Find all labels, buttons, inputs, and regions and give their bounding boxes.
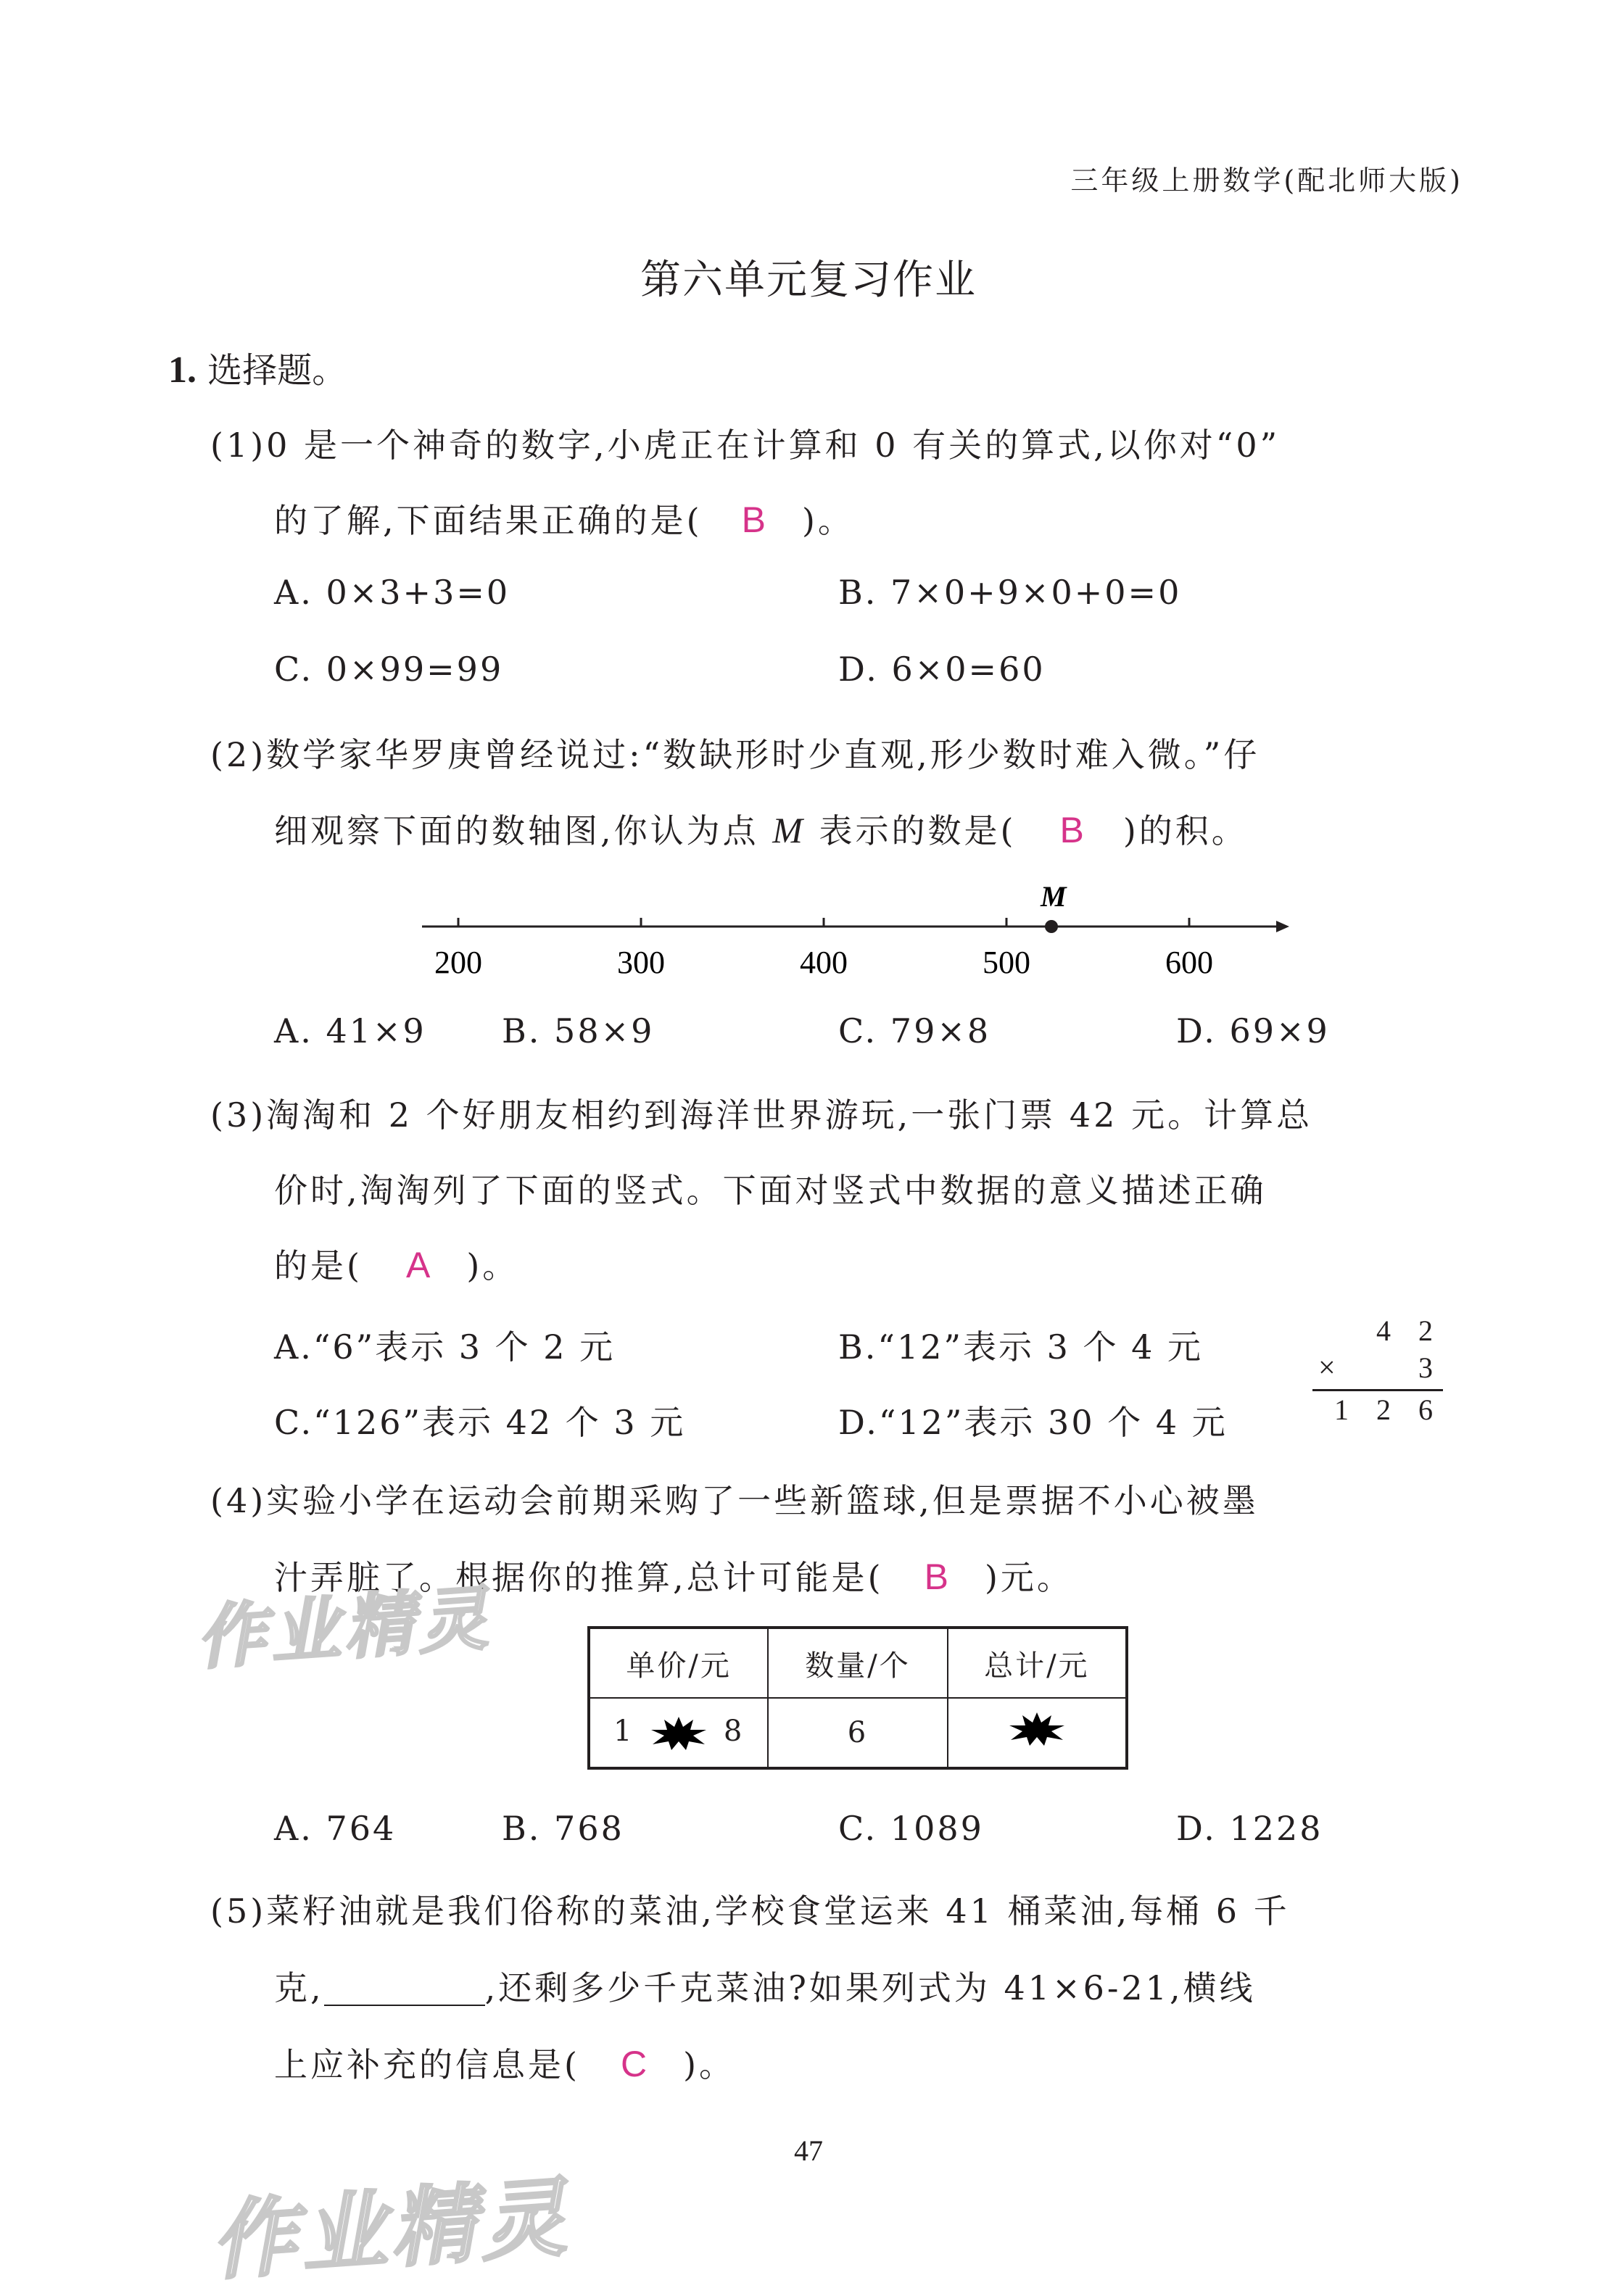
q1-option-b: B. 7×0+9×0+0=0 xyxy=(838,573,1182,612)
q5-answer: C xyxy=(620,2044,648,2084)
q1-answer: B xyxy=(741,500,766,540)
number-line-arrow xyxy=(1276,921,1289,932)
q4-option-b: B. 768 xyxy=(502,1809,624,1848)
q2-line2: 细观察下面的数轴图,你认为点 M 表示的数是( B )的积。 xyxy=(274,810,1248,850)
q1-option-a: A. 0×3+3=0 xyxy=(274,573,510,612)
number-line xyxy=(406,884,1291,986)
q1-line2: 的了解,下面结果正确的是( B )。 xyxy=(274,500,854,540)
vertical-rule xyxy=(1312,1389,1443,1391)
fill-in-blank xyxy=(324,1976,485,2006)
product: 1 2 6 xyxy=(1334,1393,1443,1426)
q5-line1: (5)菜籽油就是我们俗称的菜油,学校食堂运来 41 桶菜油,每桶 6 千 xyxy=(210,1891,1290,1931)
q2-answer: B xyxy=(1059,810,1084,850)
tick-label: 300 xyxy=(617,945,665,980)
header-unit-price: 单价/元 xyxy=(589,1628,768,1698)
q4-answer: B xyxy=(924,1557,948,1597)
tick-label: 600 xyxy=(1165,945,1213,980)
header-quantity: 数量/个 xyxy=(768,1628,947,1698)
multiplier-row xyxy=(1312,1351,1443,1385)
tick-label: 400 xyxy=(800,945,848,980)
page-number: 47 xyxy=(794,2134,823,2167)
q3-option-a: A.“6”表示 3 个 2 元 xyxy=(274,1327,616,1367)
q2-option-a: A. 41×9 xyxy=(274,1011,426,1050)
q4-option-d: D. 1228 xyxy=(1176,1809,1323,1848)
q3-answer: A xyxy=(405,1245,431,1285)
ink-blot-icon xyxy=(1008,1711,1066,1747)
q4-line2: 汁弄脏了。根据你的推算,总计可能是( B )元。 xyxy=(274,1557,1073,1597)
section-heading: 1. 选择题。 xyxy=(168,349,347,391)
header-total: 总计/元 xyxy=(948,1628,1127,1698)
receipt-header-row xyxy=(589,1628,1127,1698)
q2-option-b: B. 58×9 xyxy=(502,1011,655,1050)
point-m xyxy=(1045,920,1058,933)
q3-option-d: D.“12”表示 30 个 4 元 xyxy=(838,1403,1228,1442)
q3-option-b: B.“12”表示 3 个 4 元 xyxy=(838,1327,1204,1367)
cell-quantity: 6 xyxy=(768,1698,947,1768)
q5-line2: 克, ,还剩多少千克菜油?如果列式为 41×6-21,横线 xyxy=(274,1968,1256,2007)
q3-line3: 的是( A )。 xyxy=(274,1245,519,1285)
receipt-data-row xyxy=(589,1698,1127,1768)
q4-option-a: A. 764 xyxy=(274,1809,397,1848)
q2-option-d: D. 69×9 xyxy=(1176,1011,1330,1050)
page-title: 第六单元复习作业 xyxy=(640,257,977,304)
multiplicand: 4 2 xyxy=(1376,1314,1443,1347)
q2-line1: (2)数学家华罗庚曾经说过:“数缺形时少直观,形少数时难入微。”仔 xyxy=(210,735,1260,774)
q1-line1: (1)0 是一个神奇的数字,小虎正在计算和 0 有关的算式,以你对“0” xyxy=(210,426,1281,465)
cell-unit-price: 1 8 xyxy=(589,1698,768,1768)
watermark-logo: 作业精灵 xyxy=(194,1577,495,1680)
point-m-label: M xyxy=(1041,884,1067,913)
times-sign: × xyxy=(1318,1351,1346,1385)
q5-line3: 上应补充的信息是( C )。 xyxy=(274,2044,736,2084)
q3-line2: 价时,淘淘列了下面的竖式。下面对竖式中数据的意义描述正确 xyxy=(274,1171,1267,1210)
watermark-logo: 作业精灵 xyxy=(207,2166,574,2292)
tick-label: 500 xyxy=(983,945,1030,980)
ink-blot-icon xyxy=(650,1715,708,1752)
running-header: 三年级上册数学(配北师大版) xyxy=(1070,165,1463,196)
q4-line1: (4)实验小学在运动会前期采购了一些新篮球,但是票据不小心被墨 xyxy=(210,1481,1259,1520)
q3-option-c: C.“126”表示 42 个 3 元 xyxy=(274,1403,686,1442)
vertical-multiplication xyxy=(1312,1314,1443,1427)
multiplier: 3 xyxy=(1418,1351,1443,1384)
q2-option-c: C. 79×8 xyxy=(838,1011,991,1050)
q4-option-c: C. 1089 xyxy=(838,1809,984,1848)
cell-total xyxy=(948,1698,1127,1768)
tick-label: 200 xyxy=(434,945,482,980)
receipt-table xyxy=(587,1626,1128,1770)
q1-option-c: C. 0×99=99 xyxy=(274,650,504,689)
q3-line1: (3)淘淘和 2 个好朋友相约到海洋世界游玩,一张门票 42 元。计算总 xyxy=(210,1095,1313,1135)
q1-option-d: D. 6×0=60 xyxy=(838,650,1046,689)
